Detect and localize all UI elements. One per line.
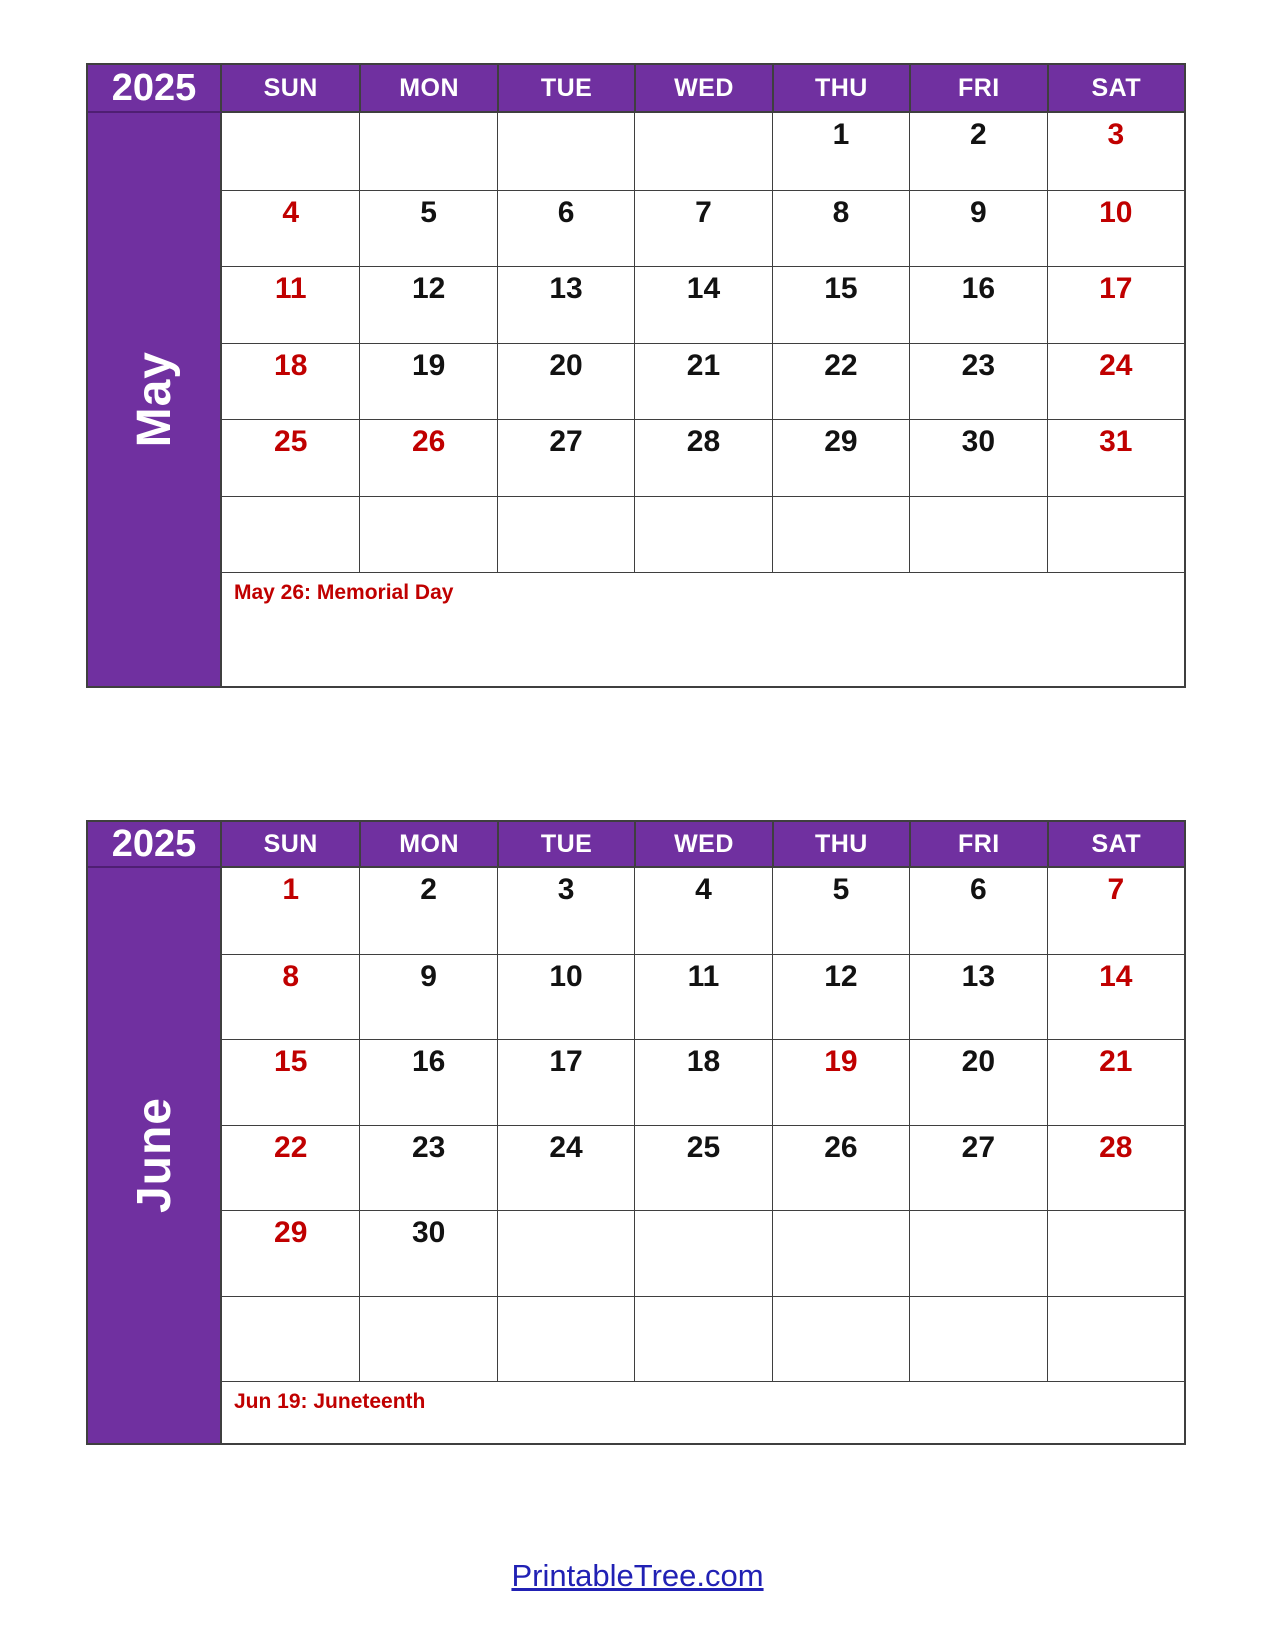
date-cell-june-20: 20 — [909, 1039, 1046, 1125]
day-header-wed: WED — [634, 822, 771, 868]
date-cell-june-14: 14 — [1047, 954, 1184, 1040]
day-header-sun: SUN — [222, 65, 359, 113]
date-cell-june-16: 16 — [359, 1039, 496, 1125]
date-cell-empty — [909, 1296, 1046, 1382]
day-header-tue: TUE — [497, 822, 634, 868]
date-cell-june-22: 22 — [222, 1125, 359, 1211]
date-cell-may-28: 28 — [634, 419, 771, 496]
date-cell-june-8: 8 — [222, 954, 359, 1040]
date-cell-empty — [772, 1210, 909, 1296]
date-cell-june-23: 23 — [359, 1125, 496, 1211]
date-cell-may-4: 4 — [222, 190, 359, 267]
date-cell-may-10: 10 — [1047, 190, 1184, 267]
date-cell-may-11: 11 — [222, 266, 359, 343]
date-cell-may-7: 7 — [634, 190, 771, 267]
date-cell-empty — [359, 113, 496, 190]
date-cell-empty — [497, 113, 634, 190]
date-cell-june-27: 27 — [909, 1125, 1046, 1211]
date-cell-empty — [634, 1296, 771, 1382]
date-cell-may-25: 25 — [222, 419, 359, 496]
date-cell-june-3: 3 — [497, 868, 634, 954]
date-cell-may-16: 16 — [909, 266, 1046, 343]
date-cell-june-5: 5 — [772, 868, 909, 954]
date-cell-empty — [222, 496, 359, 573]
calendar-may-2025 — [86, 63, 1186, 688]
date-cell-may-15: 15 — [772, 266, 909, 343]
date-cell-empty — [497, 1210, 634, 1296]
month-sidebar — [88, 868, 222, 1443]
date-cell-june-9: 9 — [359, 954, 496, 1040]
date-cell-empty — [634, 496, 771, 573]
date-cell-june-21: 21 — [1047, 1039, 1184, 1125]
date-cell-empty — [772, 1296, 909, 1382]
date-cell-june-28: 28 — [1047, 1125, 1184, 1211]
date-cell-may-31: 31 — [1047, 419, 1184, 496]
date-cell-june-26: 26 — [772, 1125, 909, 1211]
site-link[interactable]: PrintableTree.com — [511, 1558, 764, 1593]
date-cell-empty — [634, 1210, 771, 1296]
year-label: 2025 — [88, 65, 222, 113]
year-label: 2025 — [88, 822, 222, 868]
date-cell-empty — [359, 496, 496, 573]
date-cell-empty — [497, 496, 634, 573]
date-cell-may-14: 14 — [634, 266, 771, 343]
day-header-fri: FRI — [909, 65, 1046, 113]
date-cell-may-2: 2 — [909, 113, 1046, 190]
date-cell-june-13: 13 — [909, 954, 1046, 1040]
date-cell-may-26: 26 — [359, 419, 496, 496]
date-cell-empty — [909, 1210, 1046, 1296]
date-cell-empty — [1047, 1210, 1184, 1296]
date-cell-may-1: 1 — [772, 113, 909, 190]
date-cell-empty — [222, 113, 359, 190]
date-cell-may-8: 8 — [772, 190, 909, 267]
date-cell-may-27: 27 — [497, 419, 634, 496]
date-cell-may-22: 22 — [772, 343, 909, 420]
date-cell-empty — [634, 113, 771, 190]
date-cell-june-4: 4 — [634, 868, 771, 954]
date-cell-empty — [1047, 1296, 1184, 1382]
date-cell-may-5: 5 — [359, 190, 496, 267]
date-cell-empty — [1047, 496, 1184, 573]
holiday-note: May 26: Memorial Day — [222, 572, 1184, 686]
date-cell-may-21: 21 — [634, 343, 771, 420]
date-cell-june-25: 25 — [634, 1125, 771, 1211]
month-label: June — [127, 1097, 181, 1214]
date-cell-may-20: 20 — [497, 343, 634, 420]
date-cell-june-2: 2 — [359, 868, 496, 954]
date-cell-may-13: 13 — [497, 266, 634, 343]
date-cell-may-24: 24 — [1047, 343, 1184, 420]
month-label: May — [127, 351, 181, 448]
date-cell-june-10: 10 — [497, 954, 634, 1040]
date-cell-may-3: 3 — [1047, 113, 1184, 190]
date-cell-june-17: 17 — [497, 1039, 634, 1125]
date-cell-june-18: 18 — [634, 1039, 771, 1125]
date-cell-june-24: 24 — [497, 1125, 634, 1211]
day-header-mon: MON — [359, 822, 496, 868]
date-cell-may-12: 12 — [359, 266, 496, 343]
day-header-sun: SUN — [222, 822, 359, 868]
month-sidebar — [88, 113, 222, 686]
date-cell-may-30: 30 — [909, 419, 1046, 496]
date-cell-may-17: 17 — [1047, 266, 1184, 343]
date-cell-june-19: 19 — [772, 1039, 909, 1125]
date-cell-june-7: 7 — [1047, 868, 1184, 954]
date-cell-june-30: 30 — [359, 1210, 496, 1296]
date-cell-empty — [359, 1296, 496, 1382]
day-header-sat: SAT — [1047, 65, 1184, 113]
date-cell-may-29: 29 — [772, 419, 909, 496]
date-cell-june-6: 6 — [909, 868, 1046, 954]
calendar-june-2025 — [86, 820, 1186, 1445]
site-footer — [0, 1558, 1275, 1594]
day-header-mon: MON — [359, 65, 496, 113]
day-header-sat: SAT — [1047, 822, 1184, 868]
date-cell-june-1: 1 — [222, 868, 359, 954]
date-cell-empty — [222, 1296, 359, 1382]
date-cell-june-15: 15 — [222, 1039, 359, 1125]
day-header-wed: WED — [634, 65, 771, 113]
date-cell-may-18: 18 — [222, 343, 359, 420]
day-header-tue: TUE — [497, 65, 634, 113]
date-cell-may-23: 23 — [909, 343, 1046, 420]
date-cell-may-19: 19 — [359, 343, 496, 420]
date-cell-june-11: 11 — [634, 954, 771, 1040]
date-cell-empty — [909, 496, 1046, 573]
date-cell-june-29: 29 — [222, 1210, 359, 1296]
day-header-thu: THU — [772, 65, 909, 113]
date-cell-june-12: 12 — [772, 954, 909, 1040]
date-cell-empty — [497, 1296, 634, 1382]
date-cell-empty — [772, 496, 909, 573]
holiday-note: Jun 19: Juneteenth — [222, 1381, 1184, 1443]
day-header-thu: THU — [772, 822, 909, 868]
date-cell-may-9: 9 — [909, 190, 1046, 267]
date-cell-may-6: 6 — [497, 190, 634, 267]
day-header-fri: FRI — [909, 822, 1046, 868]
